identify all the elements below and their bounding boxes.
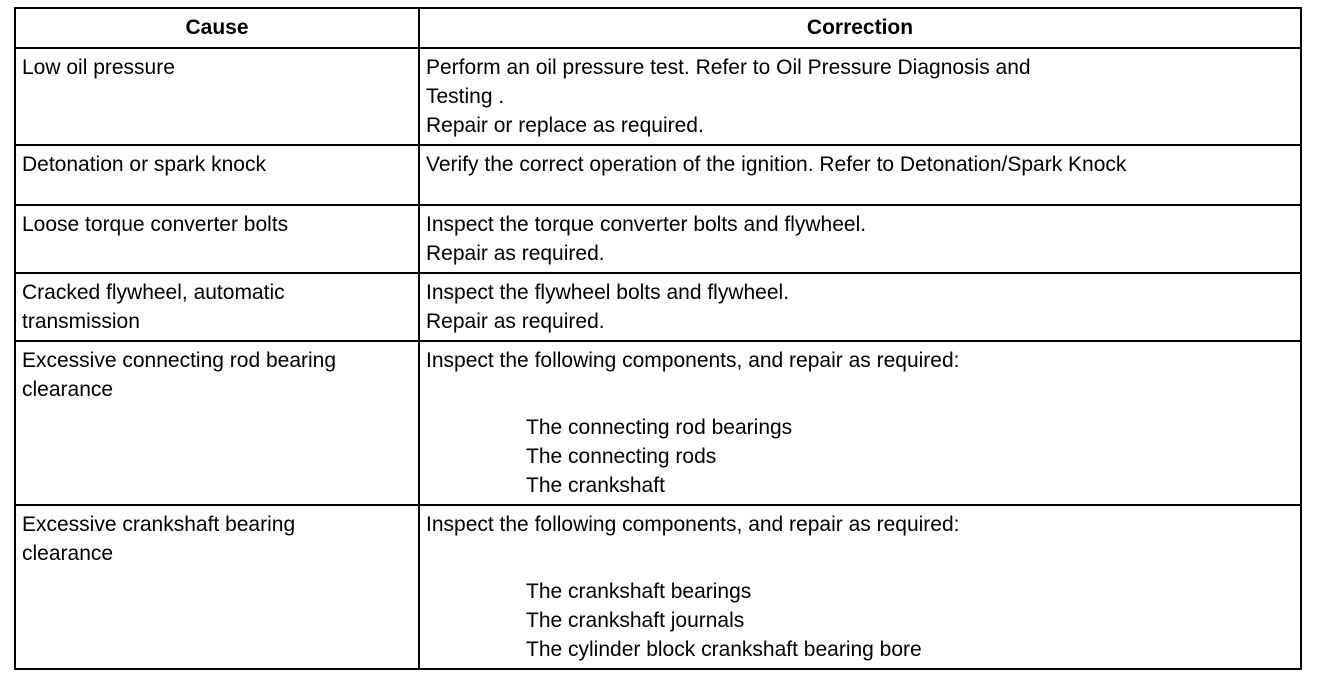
cause-cell [15, 145, 419, 205]
correction-intro: Verify the correct operation of the ignition. Refer to Detonation/Spark Knock [426, 153, 1127, 176]
correction-step: Inspect the flywheel bolts and flywheel. [426, 281, 790, 304]
cause-text: Cracked flywheel, automatic [22, 281, 285, 304]
correction-cell [419, 505, 1301, 669]
cause-cell [15, 341, 419, 505]
correction-cell [419, 341, 1301, 505]
cause-cell [15, 205, 419, 273]
correction-cell [419, 48, 1301, 145]
cause-column-header: Cause [15, 8, 419, 48]
correction-intro: Inspect the following components, and repair as required: [426, 513, 960, 536]
list-spacer [426, 539, 1294, 577]
cause-cell [15, 505, 419, 669]
correction-intro: Inspect the following components, and repair as required: [426, 349, 960, 372]
cause-text: Excessive crankshaft bearing [22, 513, 296, 536]
correction-column-header: Correction [419, 8, 1301, 48]
list-item: The crankshaft bearings [526, 580, 752, 603]
list-item: The connecting rods [526, 445, 717, 468]
correction-step: Repair as required. [426, 242, 605, 265]
cause-text: clearance [22, 542, 114, 565]
correction-cell [419, 273, 1301, 341]
list-item: The crankshaft [526, 474, 665, 497]
list-item: The crankshaft journals [526, 609, 745, 632]
table-row [15, 205, 1301, 273]
correction-step: Inspect the torque converter bolts and flywheel. [426, 213, 867, 236]
table-row [15, 505, 1301, 669]
cause-cell [15, 273, 419, 341]
correction-cell [419, 145, 1301, 205]
table-row [15, 48, 1301, 145]
diagnosis-table [14, 7, 1302, 670]
correction-step: Repair or replace as required. [426, 114, 704, 137]
correction-cell [419, 205, 1301, 273]
cause-text: Loose torque converter bolts [22, 213, 289, 236]
table-row [15, 273, 1301, 341]
cause-text: Excessive connecting rod bearing [22, 349, 337, 372]
cause-text: clearance [22, 378, 114, 401]
cause-text: transmission [22, 310, 140, 333]
table-header-row [15, 8, 1301, 48]
list-item: The connecting rod bearings [526, 416, 793, 439]
correction-step: Perform an oil pressure test. Refer to Oil Pressure Diagnosis and [426, 56, 1031, 79]
cause-text: Low oil pressure [22, 56, 175, 79]
table-row [15, 145, 1301, 205]
correction-step: Testing . [426, 85, 505, 108]
table-row [15, 341, 1301, 505]
cause-cell [15, 48, 419, 145]
correction-step: Repair as required. [426, 310, 605, 333]
list-spacer [426, 375, 1294, 413]
cause-text: Detonation or spark knock [22, 153, 266, 176]
list-item: The cylinder block crankshaft bearing bore [526, 638, 922, 661]
